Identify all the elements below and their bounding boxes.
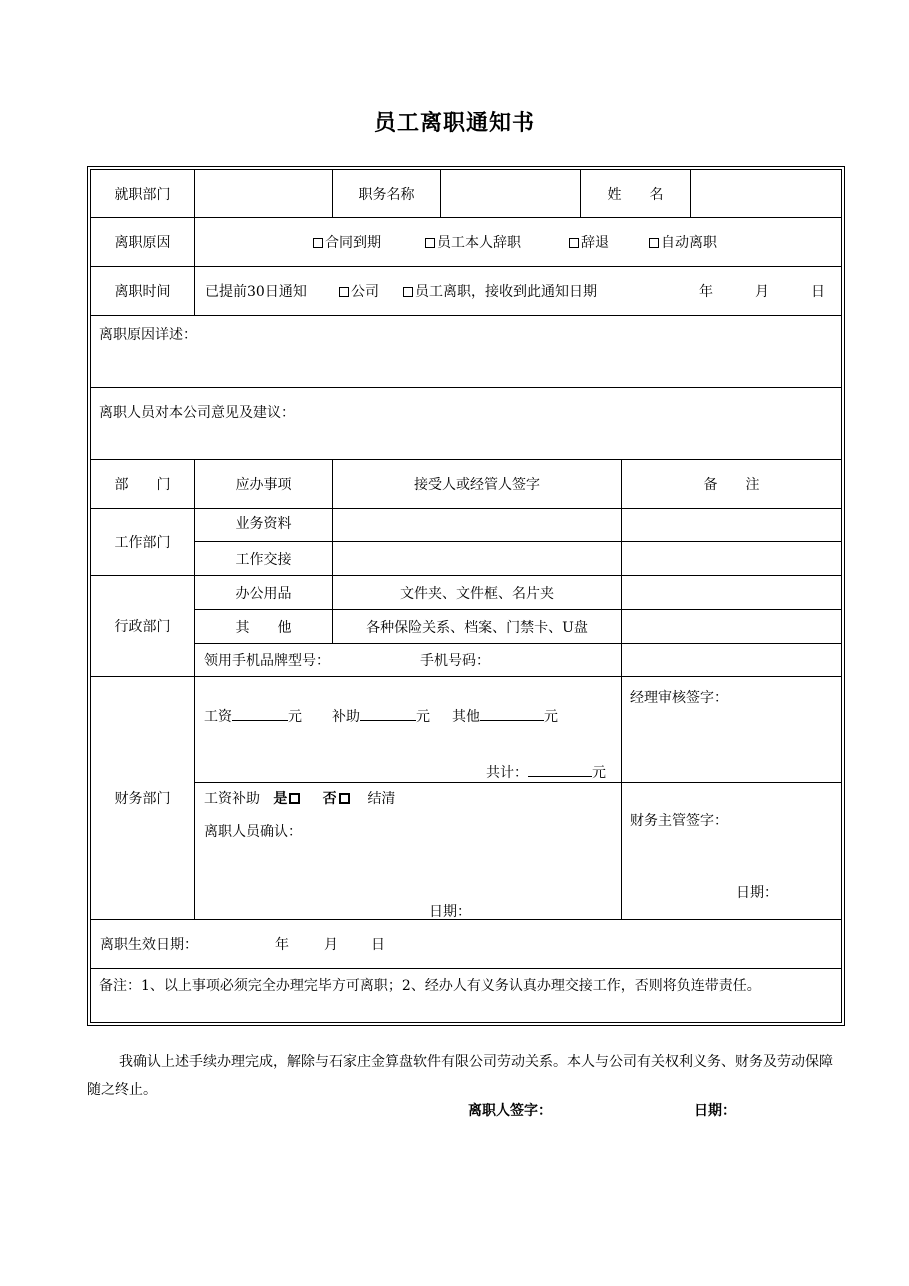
checkbox-icon[interactable] <box>425 238 435 248</box>
reason-option-resign[interactable]: 员工本人辞职 <box>425 232 521 252</box>
confirm-label: 离职人员确认： <box>204 824 302 840</box>
reason-option-auto[interactable]: 自动离职 <box>649 232 717 252</box>
date-label: 日期： <box>694 1103 736 1119</box>
work-dept-label: 工作部门 <box>91 509 195 576</box>
suggestions-field[interactable]: 离职人员对本公司意见及建议： <box>91 388 841 460</box>
month-label: 月 <box>755 284 769 300</box>
name-field[interactable] <box>691 170 841 218</box>
reason-detail-field[interactable]: 离职原因详述： <box>91 316 841 388</box>
admin-item-office: 办公用品 <box>195 576 333 610</box>
option-employee[interactable]: 员工离职，接收到此通知日期 <box>403 281 597 301</box>
finance-amounts <box>195 677 622 783</box>
effective-date-row[interactable]: 离职生效日期： 年 月 日 <box>91 920 841 969</box>
signature-label: 离职人签字： <box>468 1103 552 1119</box>
notice-prefix: 已提前30日通知 <box>205 284 307 300</box>
phone-remark[interactable] <box>622 644 841 677</box>
finance-dept-label: 财务部门 <box>91 677 195 920</box>
reason-option-contract[interactable]: 合同到期 <box>313 232 381 252</box>
dept-field[interactable] <box>195 170 333 218</box>
position-field[interactable] <box>441 170 581 218</box>
other-amount[interactable]: 其他 元 <box>452 709 558 725</box>
admin-item-other-sign: 各种保险关系、档案、门禁卡、U盘 <box>333 610 622 644</box>
settle-row: 工资补助 是 否 结清 <box>204 791 396 807</box>
work-item-business-remark[interactable] <box>622 509 841 542</box>
confirm-date-label: 日期： <box>429 904 471 920</box>
col-remark-header: 备 注 <box>622 460 841 509</box>
checkbox-icon[interactable] <box>649 238 659 248</box>
dept-label: 就职部门 <box>91 170 195 218</box>
settlement-area <box>195 783 622 920</box>
work-item-handover: 工作交接 <box>195 542 333 576</box>
checkbox-icon[interactable] <box>403 287 413 297</box>
manager-sign-field[interactable]: 经理审核签字： <box>622 677 841 783</box>
note-text: 备注：1、以上事项必须完全办理完毕方可离职；2、经办人有义务认真办理交接工作，否则将负连带责任。 <box>99 978 761 994</box>
supervisor-sign-field[interactable]: 财务主管签字： 日期： <box>622 783 841 920</box>
col-sign-header: 接受人或经管人签字 <box>333 460 622 509</box>
subsidy-amount[interactable]: 补助 元 <box>332 709 430 725</box>
no-checkbox[interactable] <box>339 793 350 804</box>
name-label: 姓 名 <box>581 170 691 218</box>
phone-model-label: 领用手机品牌型号： <box>204 653 330 669</box>
col-task-header: 应办事项 <box>195 460 333 509</box>
phone-row[interactable] <box>195 644 622 677</box>
reason-option-dismiss[interactable]: 辞退 <box>569 232 609 252</box>
reason-label: 离职原因 <box>91 218 195 267</box>
work-item-business-sign[interactable] <box>333 509 622 542</box>
admin-item-office-remark[interactable] <box>622 576 841 610</box>
reason-options <box>195 218 841 267</box>
admin-item-other-remark[interactable] <box>622 610 841 644</box>
day-label: 日 <box>811 284 825 300</box>
checkbox-icon[interactable] <box>569 238 579 248</box>
form-table <box>87 166 845 1026</box>
page-title: 员工离职通知书 <box>373 110 535 136</box>
supervisor-date-label: 日期： <box>736 885 778 901</box>
admin-item-other: 其 他 <box>195 610 333 644</box>
leave-time-row <box>195 267 841 316</box>
admin-item-office-sign: 文件夹、文件框、名片夹 <box>333 576 622 610</box>
leave-time-label: 离职时间 <box>91 267 195 316</box>
checkbox-icon[interactable] <box>313 238 323 248</box>
work-item-handover-remark[interactable] <box>622 542 841 576</box>
option-company[interactable]: 公司 <box>339 281 379 301</box>
work-item-business: 业务资料 <box>195 509 333 542</box>
total-amount[interactable]: 共计： 元 <box>486 765 606 781</box>
yes-checkbox[interactable] <box>289 793 300 804</box>
checkbox-icon[interactable] <box>339 287 349 297</box>
year-label: 年 <box>699 284 713 300</box>
admin-dept-label: 行政部门 <box>91 576 195 677</box>
salary-amount[interactable]: 工资 元 <box>204 709 302 725</box>
statement-text: 我确认上述手续办理完成，解除与石家庄金算盘软件有限公司劳动关系。本人与公司有关权利义务、财务及劳动保障随之终止。 <box>87 1054 833 1098</box>
position-label: 职务名称 <box>333 170 441 218</box>
work-item-handover-sign[interactable] <box>333 542 622 576</box>
phone-number-label: 手机号码： <box>420 653 490 669</box>
col-dept-header: 部 门 <box>91 460 195 509</box>
effective-date-label: 离职生效日期： <box>100 937 198 953</box>
